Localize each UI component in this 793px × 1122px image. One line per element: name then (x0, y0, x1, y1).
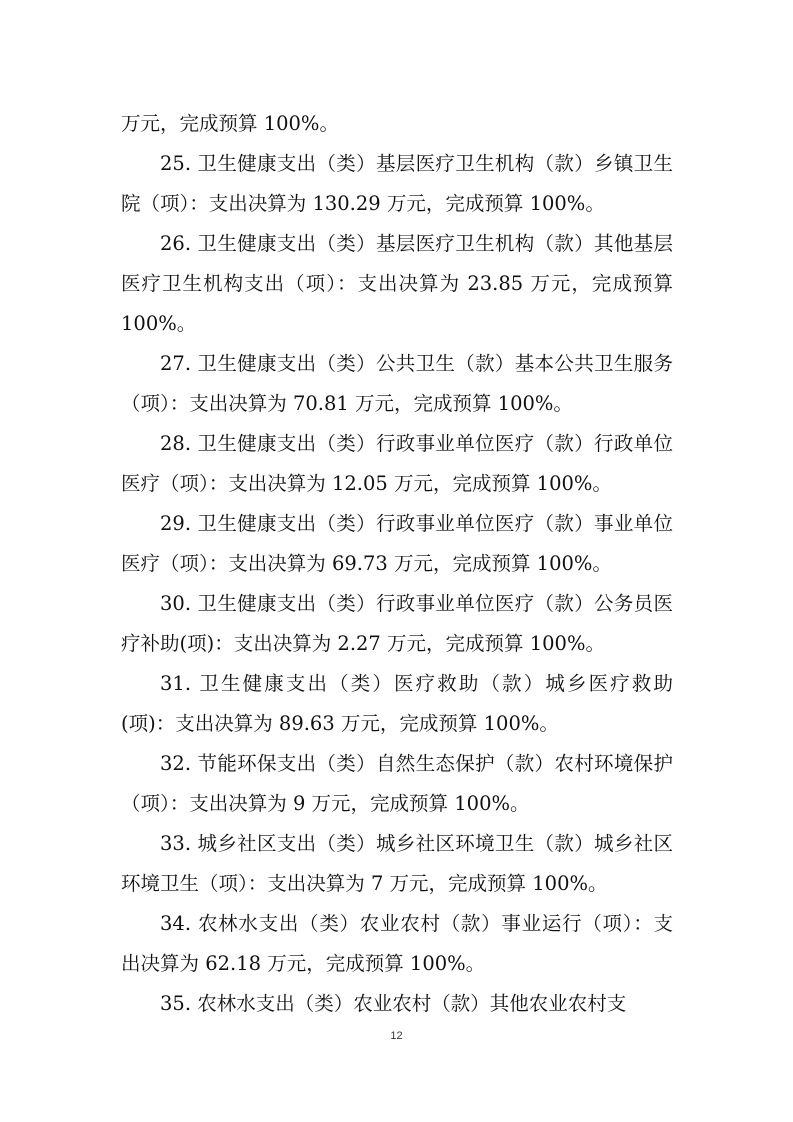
paragraph-text: 34. 农林水支出（类）农业农村（款）事业运行（项）：支出决算为 62.18 万元，完成预算 100%。 (121, 912, 673, 975)
paragraph-item-26 (121, 224, 673, 344)
paragraph-text: 万元，完成预算 100%。 (121, 112, 339, 135)
page-number: 12 (390, 1030, 403, 1042)
paragraph-text: 30. 卫生健康支出（类）行政事业单位医疗（款）公务员医疗补助(项)：支出决算为 2.27 万元，完成预算 100%。 (121, 592, 673, 655)
paragraph-text: 32. 节能环保支出（类）自然生态保护（款）农村环境保护（项）：支出决算为 9 万元，完成预算 100%。 (121, 752, 673, 815)
paragraph-item-31 (121, 664, 673, 744)
paragraph-text: 35. 农林水支出（类）农业农村（款）其他农业农村支 (160, 992, 627, 1015)
paragraph-text: 27. 卫生健康支出（类）公共卫生（款）基本公共卫生服务（项）：支出决算为 70.81 万元，完成预算 100%。 (121, 352, 673, 415)
paragraph-text: 29. 卫生健康支出（类）行政事业单位医疗（款）事业单位医疗（项）：支出决算为 69.73 万元，完成预算 100%。 (121, 512, 673, 575)
paragraph-item-30 (121, 584, 673, 664)
paragraph-item-28 (121, 424, 673, 504)
paragraph-item-29 (121, 504, 673, 584)
paragraph-item-33 (121, 824, 673, 904)
paragraph-item-35 (121, 984, 673, 1024)
paragraph-text: 28. 卫生健康支出（类）行政事业单位医疗（款）行政单位医疗（项）：支出决算为 12.05 万元，完成预算 100%。 (121, 432, 673, 495)
paragraph-text: 26. 卫生健康支出（类）基层医疗卫生机构（款）其他基层医疗卫生机构支出（项）：支出决算为 23.85 万元，完成预算 100%。 (121, 232, 673, 335)
paragraph-item-34 (121, 904, 673, 984)
paragraph-text: 31. 卫生健康支出（类）医疗救助（款）城乡医疗救助(项)：支出决算为 89.63 万元，完成预算 100%。 (121, 672, 673, 735)
paragraph-continued (121, 104, 673, 144)
paragraph-item-32 (121, 744, 673, 824)
body-text (121, 104, 673, 1024)
paragraph-item-27 (121, 344, 673, 424)
paragraph-text: 25. 卫生健康支出（类）基层医疗卫生机构（款）乡镇卫生院（项）：支出决算为 130.29 万元，完成预算 100%。 (121, 152, 673, 215)
paragraph-item-25 (121, 144, 673, 224)
paragraph-text: 33. 城乡社区支出（类）城乡社区环境卫生（款）城乡社区环境卫生（项）：支出决算为 7 万元，完成预算 100%。 (121, 832, 673, 895)
